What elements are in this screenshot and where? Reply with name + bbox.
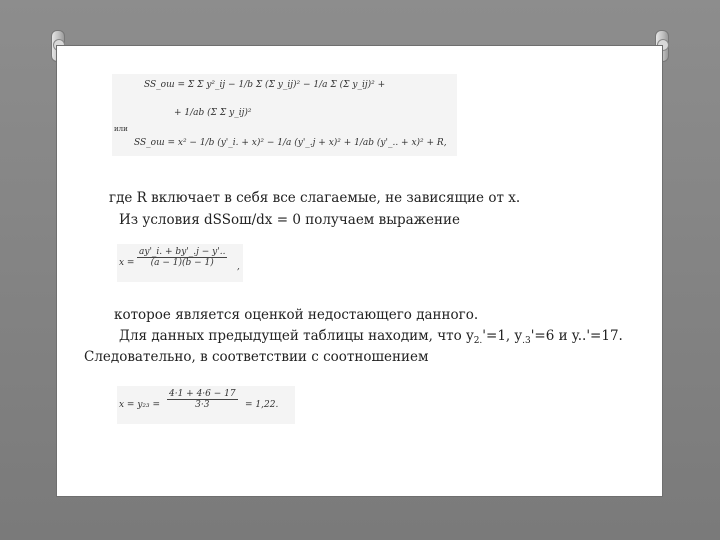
- formula3-rhs: = 1,22.: [245, 400, 279, 410]
- formula3-denominator: 3·3: [195, 400, 210, 410]
- formula-missing-value: [117, 244, 243, 282]
- formula-row-3: SS_ош = x² − 1/b (y'_i. + x)² − 1/a (y'_.j + x)² + 1/ab (y'_.. + x)² + R,: [134, 138, 447, 148]
- formula3-numerator: 4·1 + 4·6 − 17: [169, 389, 236, 399]
- text-line-4-c: '=6 и y..'=17.: [530, 328, 623, 344]
- formula-row-2: + 1/ab (Σ Σ y_ij)²: [174, 108, 252, 118]
- text-line-4-sub1: 2.: [473, 336, 483, 346]
- text-line-2: Из условия dSSош/dx = 0 получаем выражение: [119, 212, 461, 228]
- formula2-fraction: [137, 247, 227, 268]
- formula3-fraction: [167, 389, 238, 410]
- formula-row-1: SS_ош = Σ Σ y²_ij − 1/b Σ (Σ y_ij)² − 1/a Σ (Σ y_ij)² +: [144, 80, 386, 90]
- formula-or-label: или: [114, 125, 128, 133]
- text-line-5: Следовательно, в соответствии с соотношением: [84, 349, 429, 365]
- formula2-denominator: (a − 1)(b − 1): [150, 258, 214, 268]
- text-line-4: [119, 328, 623, 346]
- formula-result: [117, 386, 295, 424]
- text-line-3: которое является оценкой недостающего данного.: [114, 307, 479, 323]
- text-line-4-a: Для данных предыдущей таблицы находим, что y: [119, 328, 474, 344]
- formula2-lhs: x =: [119, 258, 135, 268]
- formula3-lhs: x = y₂₃ =: [119, 400, 161, 410]
- text-line-4-sub2: .3: [522, 336, 531, 346]
- formula2-tail: ,: [237, 262, 240, 272]
- formula2-numerator: ay'_i. + by'_.j − y'..: [139, 247, 226, 257]
- text-line-4-b: '=1, y: [482, 328, 523, 344]
- formula-ss-error: [112, 74, 457, 156]
- slide-page: [57, 46, 662, 496]
- text-line-1: где R включает в себя все слагаемые, не зависящие от x.: [109, 190, 521, 206]
